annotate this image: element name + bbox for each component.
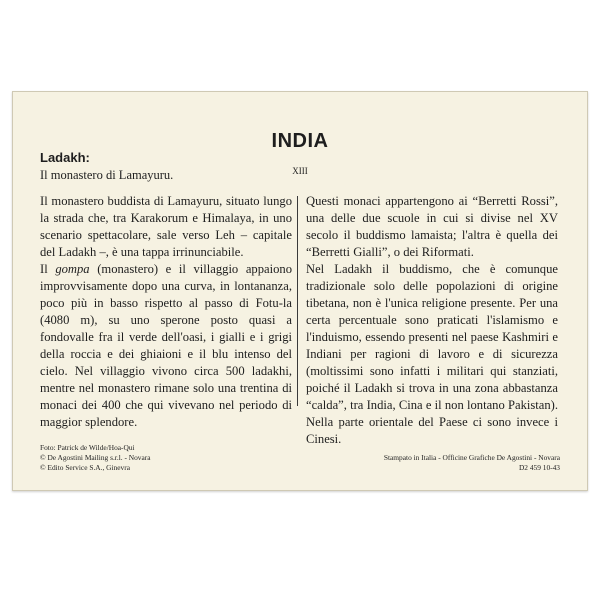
page-title: INDIA bbox=[271, 130, 329, 152]
card-number: XIII bbox=[292, 166, 308, 176]
left-p2-prefix: Il bbox=[40, 262, 56, 276]
gompa-term: gompa bbox=[55, 262, 90, 276]
printer-code: D2 459 10-43 bbox=[518, 463, 560, 472]
right-paragraph-1: Questi monaci appartengono ai “Berretti Rossi”, una delle due scuole in cui si divise nel XV secolo il buddismo lamaista; l'altra è quella dei “Berretti Gialli”, o dei Riformati. bbox=[306, 194, 558, 259]
copyright-line-1: © De Agostini Mailing s.r.l. - Novara bbox=[40, 453, 151, 462]
printer-info bbox=[370, 453, 560, 473]
left-column bbox=[40, 193, 292, 431]
printer-line: Stampato in Italia - Officine Grafiche De Agostini - Novara bbox=[383, 453, 560, 462]
photo-credits bbox=[40, 443, 151, 473]
photo-credit: Foto: Patrick de Wilde/Hoa-Qui bbox=[40, 443, 135, 452]
left-paragraph-2 bbox=[40, 261, 292, 431]
right-column bbox=[306, 193, 558, 448]
column-divider bbox=[297, 196, 298, 406]
left-p2-rest: (monastero) e il villaggio appaiono improvvisamente dopo una curva, in lontananza, poco più in basso rispetto al passo di Fotu-la (4080 m), su uno sperone posto quasi a fondovalle fra il verde dell'oasi, i gialli e i grigi della roccia e dei ghiaioni e il blu intenso del cielo. Nel villaggio vivono circa 500 ladakhi, mentre nel monastero rimane solo una trentina di monaci dei 400 che qui vivevano nel periodo di maggior splendore. bbox=[40, 262, 293, 429]
subtitle: Il monastero di Lamayuru. bbox=[40, 168, 174, 182]
right-paragraph-2: Nel Ladakh il buddismo, che è comunque tradizionale solo delle popolazioni di origine tibetana, non è l'unica religione presente. Per una certa percentuale sono praticati l'islamismo e l'induismo, essendo presenti nel paese Kashmiri e Indiani per ragioni di lavoro e di sicurezza (moltissimi sono infatti i militari qui stanziati, poiché il Ladakh si trova in una zona abbastanza “calda”, tra India, Cina e il non lontano Pakistan). Nella parte orientale del Paese ci sono invece i Cinesi. bbox=[306, 262, 558, 446]
left-paragraph-1: Il monastero buddista di Lamayuru, situato lungo la strada che, tra Karakorum e Himalaya, in uno scenario spettacolare, sale verso Leh – capitale del Ladakh –, è una tappa irrinunciabile. bbox=[40, 194, 292, 259]
copyright-line-2: © Edito Service S.A., Ginevra bbox=[40, 463, 130, 472]
region-heading: Ladakh: bbox=[40, 150, 90, 165]
